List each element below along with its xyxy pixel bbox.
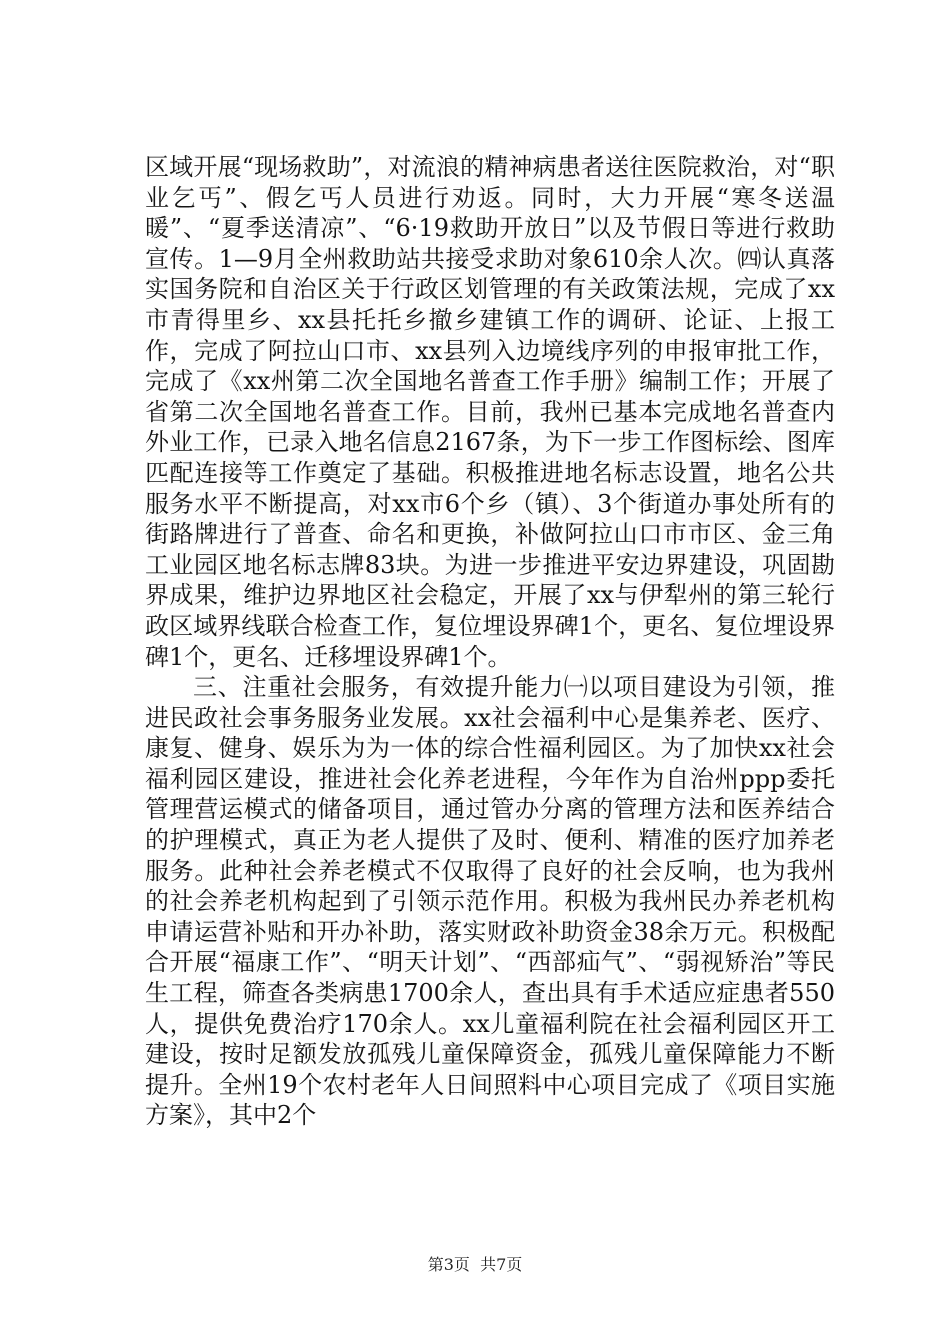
document-body (145, 152, 835, 1131)
body-paragraph-1: 区域开展“现场救助”，对流浪的精神病患者送往医院救治，对“职业乞丐”、假乞丐人员进行劝返。同时，大力开展“寒冬送温暖”、“夏季送清凉”、“6·19救助开放日”以及节假日等进行救助宣传。1—9月全州救助站共接受求助对象610余人次。㈣认真落实国务院和自治区关于行政区划管理的有关政策法规，完成了xx市青得里乡、xx县托托乡撤乡建镇工作的调研、论证、上报工作，完成了阿拉山口市、xx县列入边境线序列的申报审批工作，完成了《xx州第二次全国地名普查工作手册》编制工作；开展了省第二次全国地名普查工作。目前，我州已基本完成地名普查内外业工作，已录入地名信息2167条，为下一步工作图标绘、图库匹配连接等工作奠定了基础。积极推进地名标志设置，地名公共服务水平不断提高，对xx市6个乡（镇）、3个街道办事处所有的街路牌进行了普查、命名和更换，补做阿拉山口市市区、金三角工业园区地名标志牌83块。为进一步推进平安边界建设，巩固勘界成果，维护边界地区社会稳定，开展了xx与伊犁州的第三轮行政区域界线联合检查工作，复位埋设界碑1个，更名、复位埋设界碑1个，更名、迁移埋设界碑1个。 (145, 153, 835, 671)
page-number-footer: 第3页 共7页 (427, 1255, 523, 1274)
body-paragraph-2: 三、注重社会服务，有效提升能力㈠以项目建设为引领，推进民政社会事务服务业发展。xx社会福利中心是集养老、医疗、康复、健身、娱乐为为一体的综合性福利园区。为了加快xx社会福利园区建设，推进社会化养老进程，今年作为自治州ppp委托管理营运模式的储备项目，通过管办分离的管理方法和医养结合的护理模式，真正为老人提供了及时、便利、精准的医疗加养老服务。此种社会养老模式不仅取得了良好的社会反响，也为我州的社会养老机构起到了引领示范作用。积极为我州民办养老机构申请运营补贴和开办补助，落实财政补助资金38余万元。积极配合开展“福康工作”、“明天计划”、“西部疝气”、“弱视矫治”等民生工程，筛查各类病患1700余人，查出具有手术适应症患者550人，提供免费治疗170余人。xx儿童福利院在社会福利园区开工建设，按时足额发放孤残儿童保障资金，孤残儿童保障能力不断提升。全州19个农村老年人日间照料中心项目完成了《项目实施方案》，其中2个 (145, 673, 835, 1130)
